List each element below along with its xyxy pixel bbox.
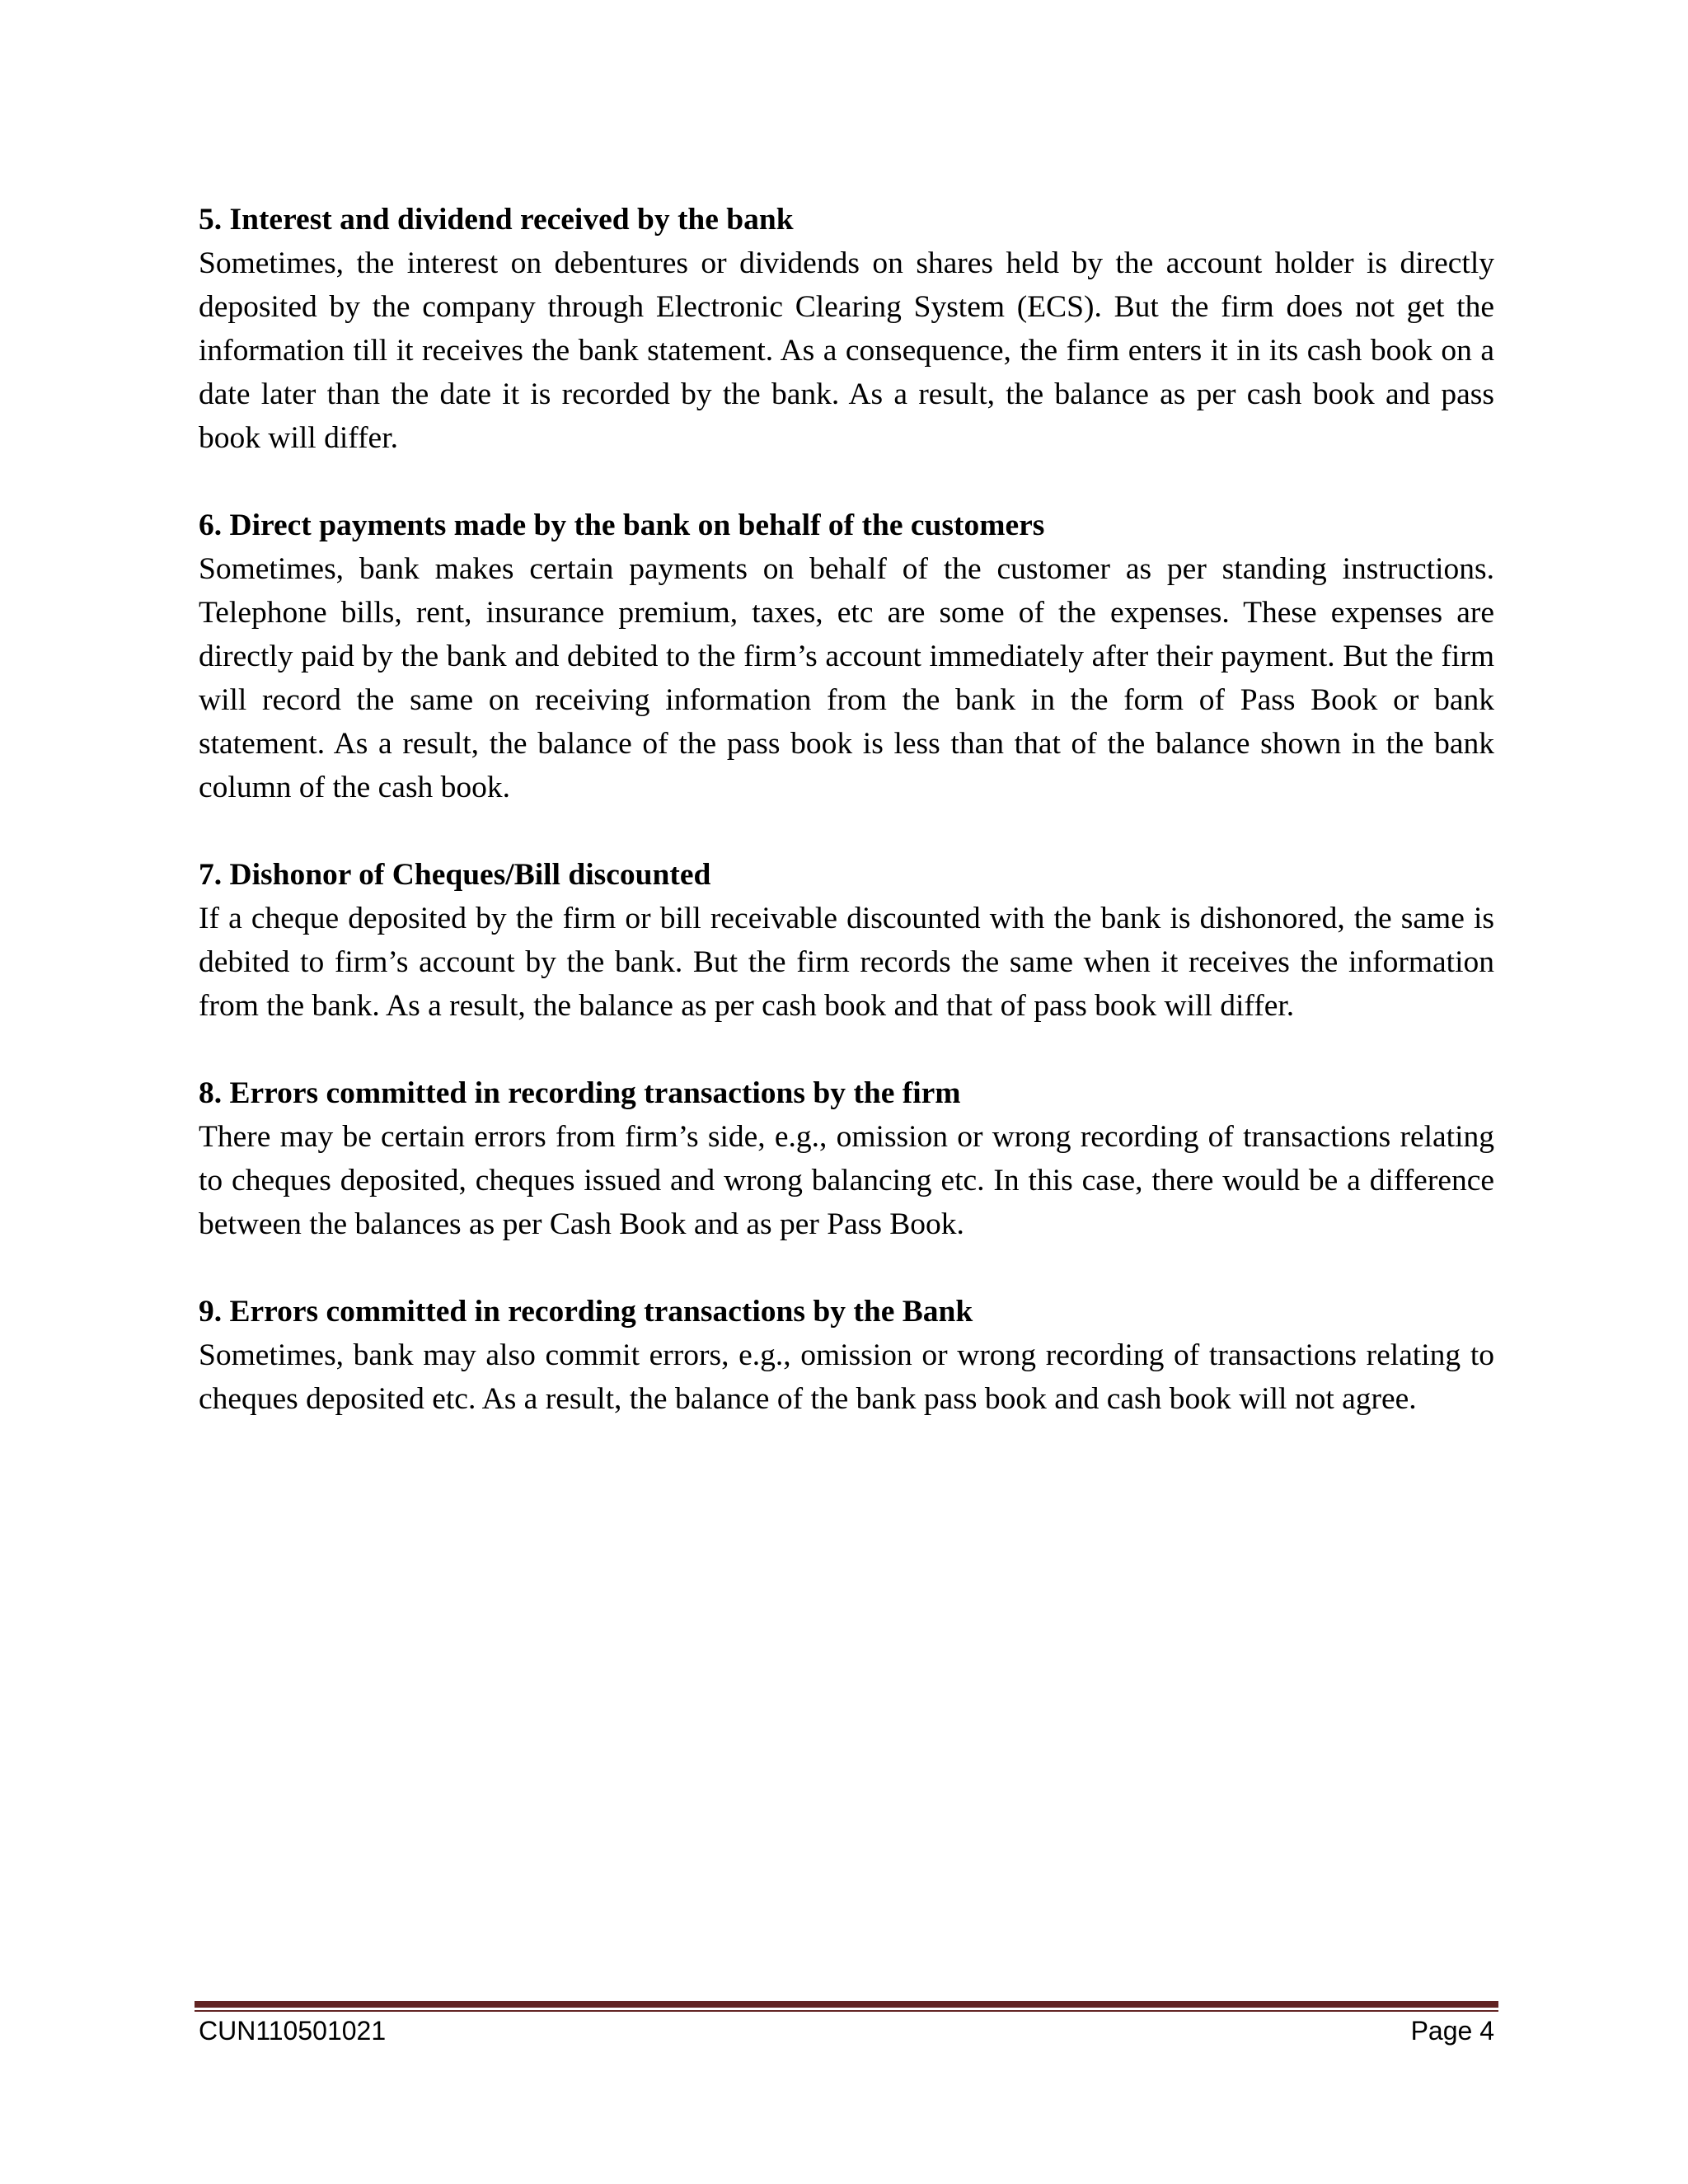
section-heading: 8. Errors committed in recording transactions by the firm bbox=[199, 1076, 961, 1110]
section-errors-bank bbox=[199, 1290, 1494, 1421]
document-code: CUN110501021 bbox=[199, 2016, 387, 2046]
section-paragraph: Sometimes, bank may also commit errors, e.g., omission or wrong recording of transactions relating to cheques deposited etc. As a result, the balance of the bank pass book and cash book will not agree. bbox=[199, 1338, 1494, 1416]
page-number: Page 4 bbox=[1410, 2016, 1494, 2046]
section-errors-firm bbox=[199, 1071, 1494, 1246]
section-heading: 9. Errors committed in recording transactions by the Bank bbox=[199, 1295, 973, 1329]
section-dishonor-cheques bbox=[199, 853, 1494, 1028]
section-interest-dividend bbox=[199, 198, 1494, 460]
section-heading: 6. Direct payments made by the bank on behalf of the customers bbox=[199, 509, 1045, 542]
section-paragraph: There may be certain errors from firm’s side, e.g., omission or wrong recording of transactions relating to cheques deposited, cheques issued and wrong balancing etc. In this case, there would be a difference between the balances as per Cash Book and as per Pass Book. bbox=[199, 1120, 1494, 1241]
section-paragraph: If a cheque deposited by the firm or bill receivable discounted with the bank is dishonored, the same is debited to firm’s account by the bank. But the firm records the same when it receives the information from the bank. As a result, the balance as per cash book and that of pass book will differ. bbox=[199, 902, 1494, 1023]
section-paragraph: Sometimes, the interest on debentures or dividends on shares held by the account holder is directly deposited by the company through Electronic Clearing System (ECS). But the firm does not get the information till it receives the bank statement. As a consequence, the firm enters it in its cash book on a date later than the date it is recorded by the bank. As a result, the balance as per cash book and pass book will differ. bbox=[199, 246, 1494, 455]
footer-divider-thick-line bbox=[195, 2001, 1498, 2008]
section-heading: 7. Dishonor of Cheques/Bill discounted bbox=[199, 858, 711, 892]
footer-divider bbox=[195, 2001, 1498, 2012]
section-direct-payments bbox=[199, 504, 1494, 809]
page-footer bbox=[199, 2013, 1494, 2049]
section-paragraph: Sometimes, bank makes certain payments on behalf of the customer as per standing instructions. Telephone bills, rent, insurance premium, taxes, etc are some of the expenses. These expenses are directly paid by the bank and debited to the firm’s account immediately after their payment. But the firm will record the same on receiving information from the bank in the form of Pass Book or bank statement. As a result, the balance of the pass book is less than that of the balance shown in the bank column of the cash book. bbox=[199, 552, 1494, 804]
page-content bbox=[199, 198, 1494, 1465]
section-heading: 5. Interest and dividend received by the bank bbox=[199, 203, 794, 237]
footer-divider-thin-line bbox=[195, 2010, 1498, 2012]
